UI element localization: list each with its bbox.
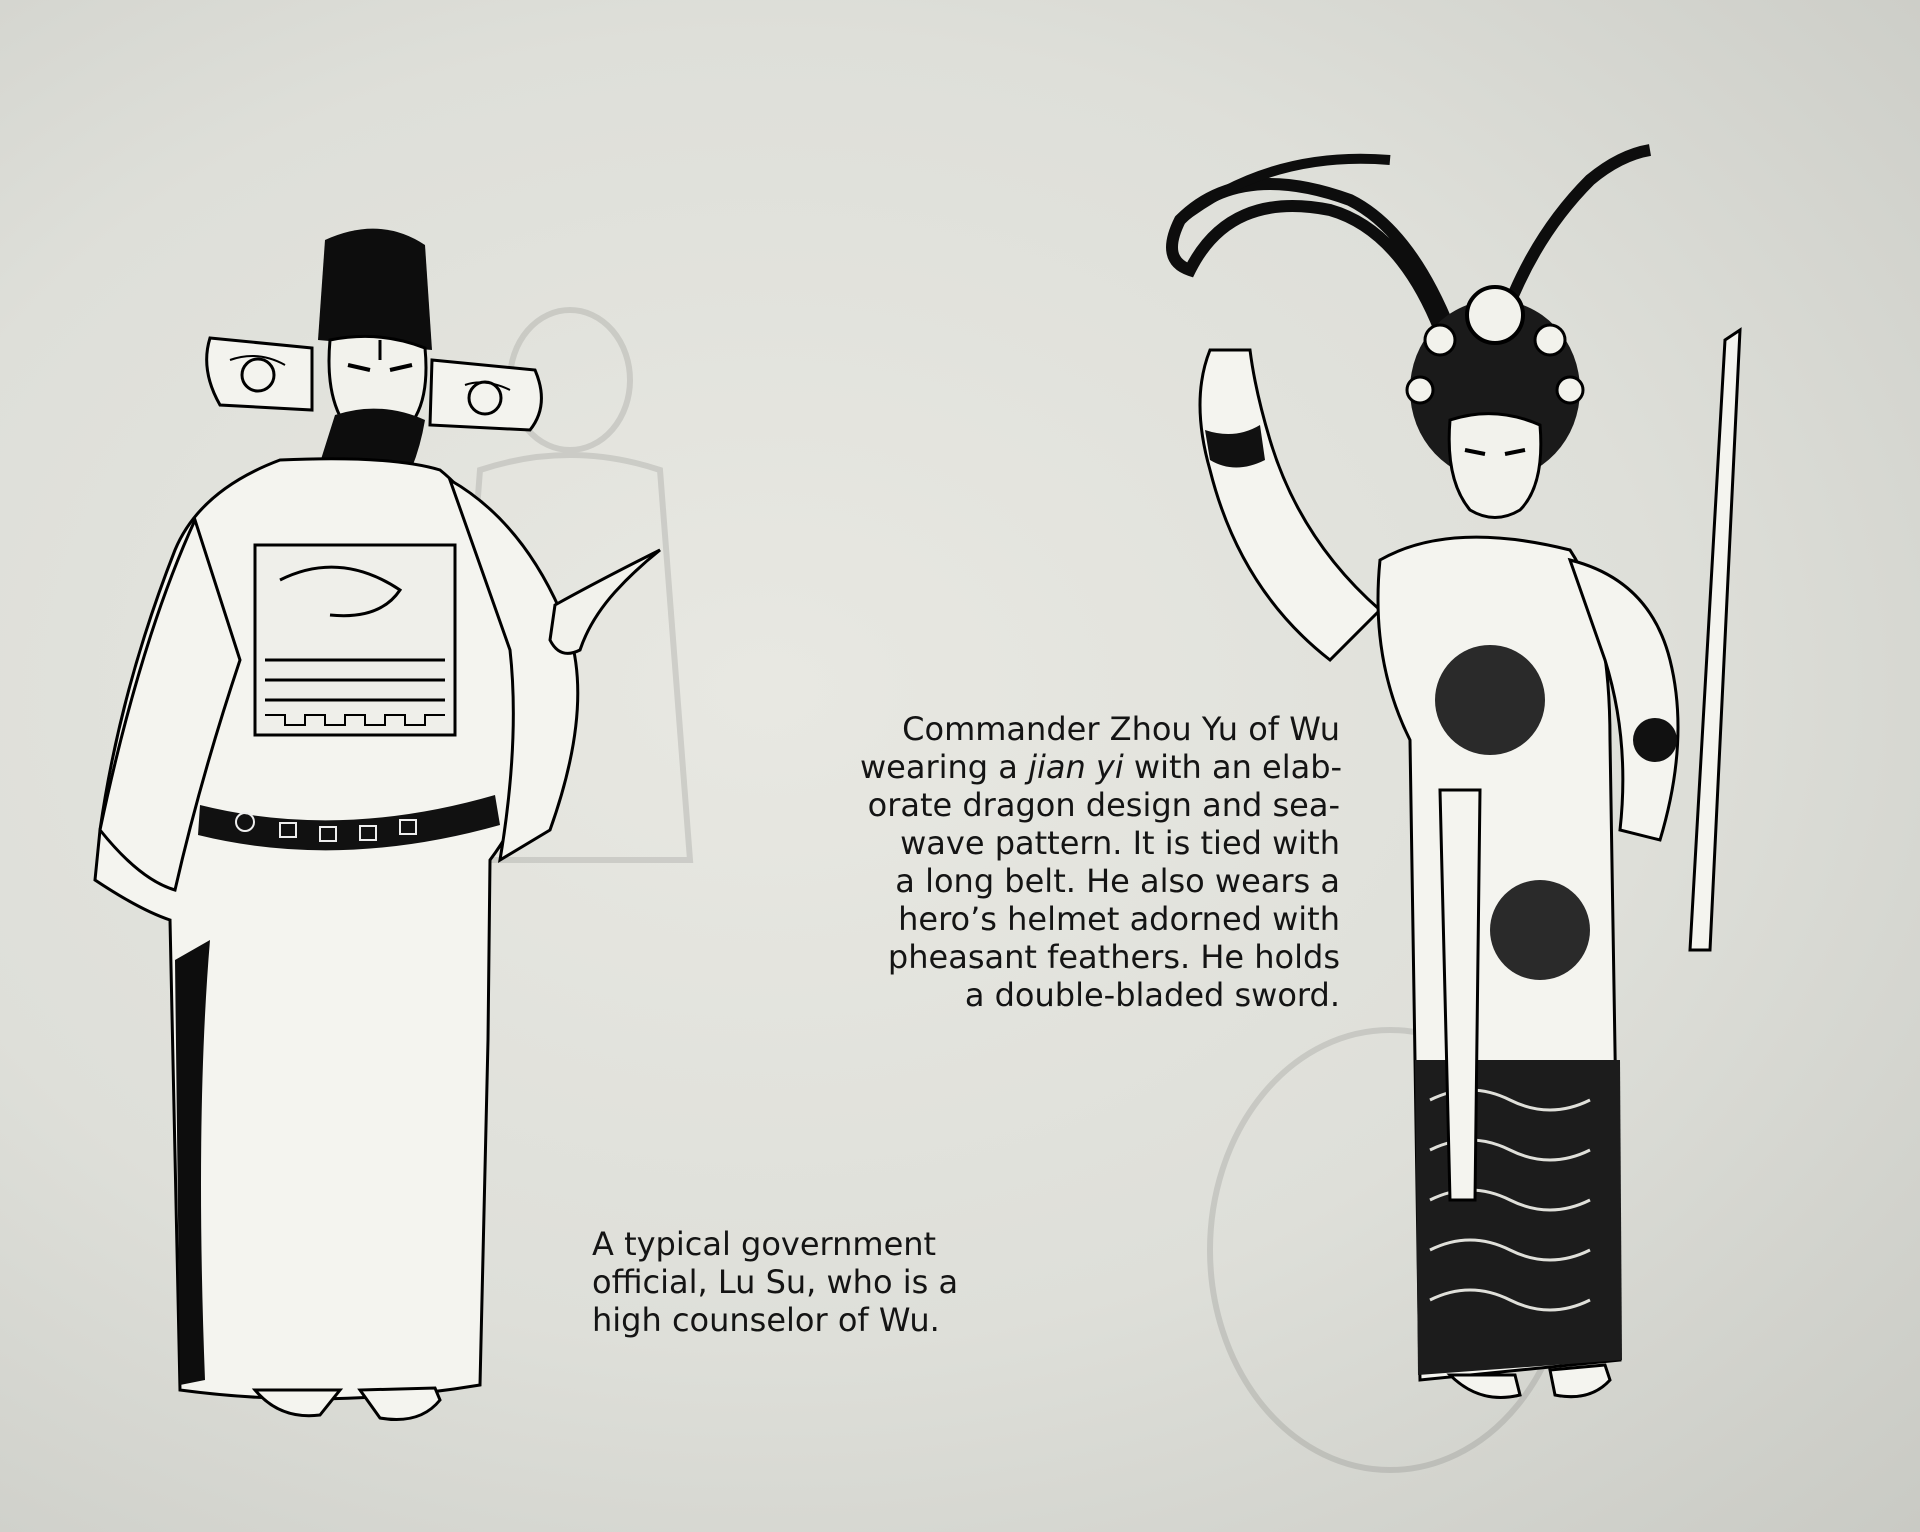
- zhou-yu-caption: [860, 710, 1343, 1014]
- caption-line: A typical government: [592, 1225, 937, 1263]
- sea-wave-pattern: [1415, 1060, 1622, 1375]
- caption-emphasis: jian yi: [1028, 748, 1124, 786]
- caption-line: high counselor of Wu.: [592, 1301, 940, 1339]
- pheasant-feather-right: [1500, 150, 1650, 330]
- caption-text: with an elab-: [1123, 748, 1343, 786]
- caption-line: hero’s helmet adorned with: [898, 900, 1340, 938]
- lu-su-caption: [592, 1225, 1012, 1339]
- caption-line: orate dragon design and sea-: [867, 786, 1340, 824]
- dragon-roundel: [1435, 645, 1545, 755]
- raised-arm: [1200, 350, 1380, 660]
- caption-line: a long belt. He also wears a: [895, 862, 1340, 900]
- official-hat: [318, 229, 432, 350]
- mandarin-square: [255, 545, 455, 735]
- caption-line: a double-bladed sword.: [964, 976, 1340, 1014]
- caption-line: pheasant feathers. He holds: [887, 938, 1340, 976]
- caption-line: [860, 748, 1343, 786]
- caption-line: official, Lu Su, who is a: [592, 1263, 959, 1301]
- double-bladed-sword: [1690, 330, 1740, 950]
- dragon-roundel: [1490, 880, 1590, 980]
- caption-text: wearing a: [860, 748, 1029, 786]
- pointing-hand: [550, 550, 660, 653]
- face: [1449, 414, 1541, 518]
- caption-line: wave pattern. It is tied with: [900, 824, 1340, 862]
- pheasant-feather-left: [1172, 184, 1450, 330]
- caption-line: Commander Zhou Yu of Wu: [902, 710, 1340, 748]
